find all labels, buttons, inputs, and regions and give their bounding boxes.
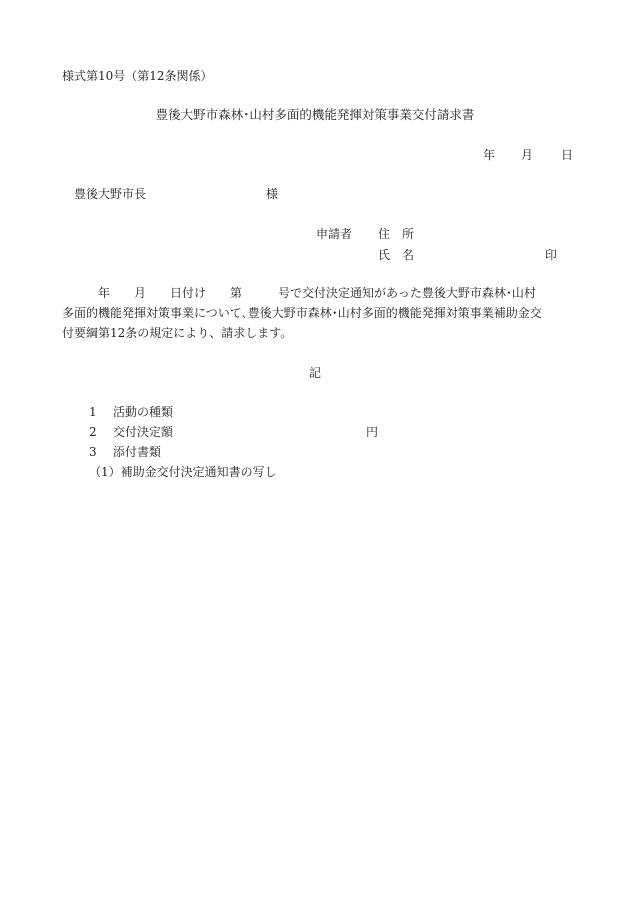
body-text-line-3: 付要綱第12条の規定により、請求します。 bbox=[62, 326, 293, 340]
item-grant-amount bbox=[89, 426, 173, 438]
addressee-name: 豊後大野市長 bbox=[74, 187, 147, 201]
document-title: 豊後大野市森林･山村多面的機能発揮対策事業交付請求書 bbox=[155, 107, 475, 122]
date-day-label: 日 bbox=[561, 148, 574, 162]
body-text-line-1: 年 月 日付け 第 号で交付決定通知があった豊後大野市森林･山村 bbox=[62, 286, 536, 300]
item-number: 2 bbox=[89, 425, 97, 439]
date-month-label: 月 bbox=[521, 148, 534, 162]
item-label: 活動の種類 bbox=[113, 405, 174, 419]
applicant-name-label: 氏 名 bbox=[378, 248, 415, 262]
form-number: 様式第10号（第12条関係） bbox=[62, 69, 213, 83]
item-activity-type bbox=[89, 406, 173, 418]
applicant-seal-mark: 印 bbox=[545, 248, 558, 262]
applicant-label: 申請者 bbox=[316, 227, 353, 241]
attachment-item: （1）補助金交付決定通知書の写し bbox=[89, 465, 277, 479]
item-label: 交付決定額 bbox=[113, 425, 174, 439]
item-attachments bbox=[89, 446, 161, 458]
ki-heading: 記 bbox=[308, 366, 321, 380]
date-year-label: 年 bbox=[483, 148, 496, 162]
applicant-address-label: 住 所 bbox=[378, 227, 415, 241]
item-number: 1 bbox=[89, 405, 97, 419]
item-label: 添付書類 bbox=[113, 445, 162, 459]
yen-unit: 円 bbox=[366, 425, 379, 439]
item-number: 3 bbox=[89, 445, 97, 459]
body-text-line-2: 多面的機能発揮対策事業について､豊後大野市森林･山村多面的機能発揮対策事業補助金交 bbox=[62, 306, 542, 320]
addressee-honorific: 様 bbox=[266, 187, 279, 201]
